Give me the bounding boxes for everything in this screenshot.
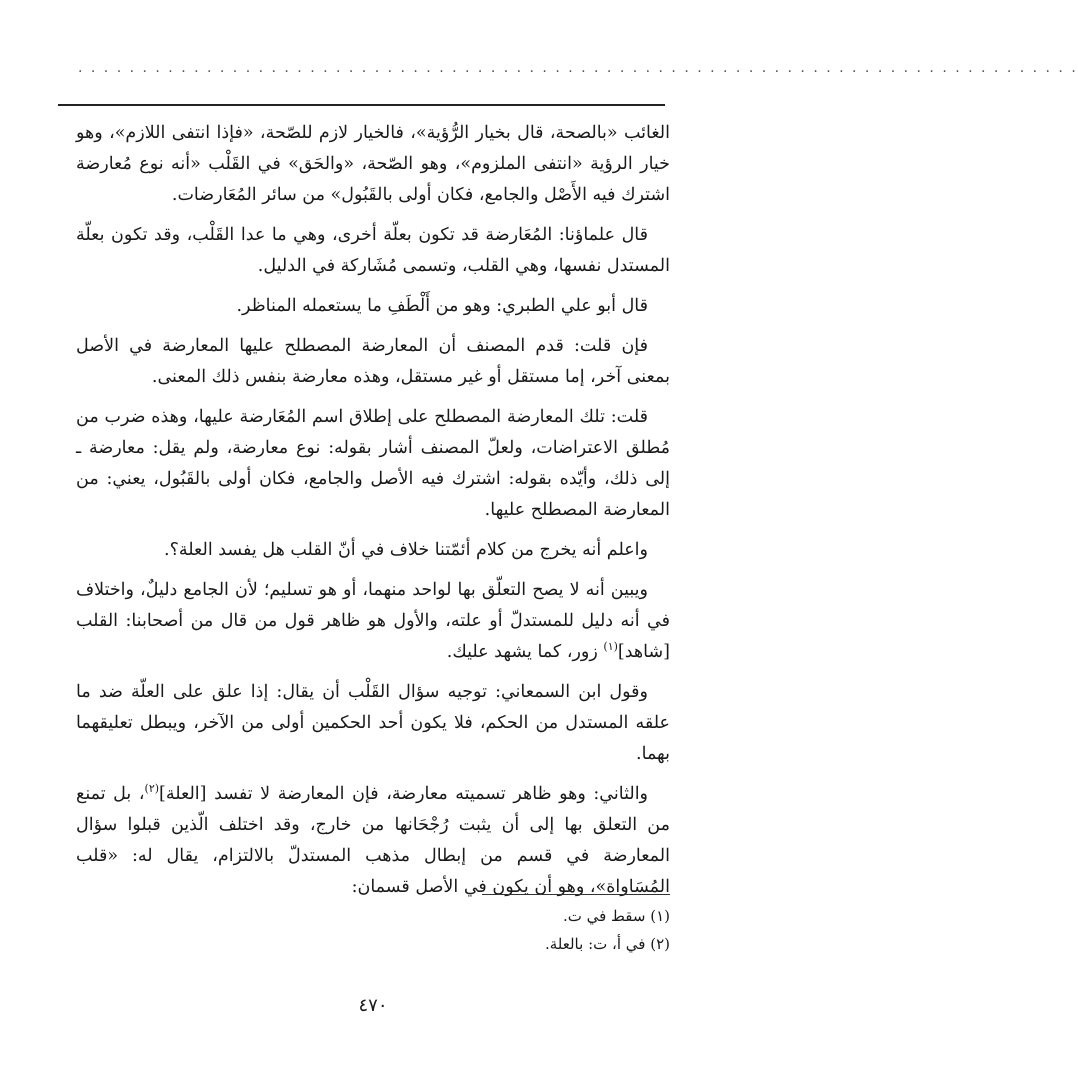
paragraph: واعلم أنه يخرج من كلام أئمّتنا خلاف في أنّ القلب هل يفسد العلة؟.: [164, 540, 648, 560]
page-number: ٤٧٠: [358, 995, 388, 1016]
footnote-rule: [482, 894, 670, 895]
main-text: [76, 118, 670, 912]
footnote-ref-1: (١): [603, 640, 618, 654]
paragraph: [76, 779, 670, 903]
paragraph: قال علماؤنا: المُعَارضة قد تكون بعلّة أخرى، وهي ما عدا القَلْب، وقد تكون بعلّة المستدل نفسها، وهي القلب، وتسمى مُشَاركة في الدليل.: [76, 225, 670, 276]
paragraph: الغائب «بالصحة، قال بخيار الرُّؤية»، فالخيار لازم للصّحة، «فإذا انتفى اللازم»، وهو خيار الرؤية «انتفى الملزوم»، وهو الصّحة، «والحَق» في القَلْب «أنه نوع مُعارضة اشترك فيه الأَصْل والجامع، فكان أولى بالقَبُول» من سائر المُعَارضات.: [76, 123, 670, 205]
footnote-ref-2: (٢): [144, 782, 160, 796]
footnotes: [76, 902, 670, 958]
paragraph: فإن قلت: قدم المصنف أن المعارضة المصطلح عليها المعارضة في الأصل بمعنى آخر، إما مستقل أو غير مستقل، وهذه معارضة بنفس ذلك المعنى.: [76, 336, 670, 387]
paragraph-text: والثاني: وهو ظاهر تسميته معارضة، فإن المعارضة لا تفسد [العلة]: [159, 784, 649, 804]
paragraph: وقول ابن السمعاني: توجيه سؤال القَلْب أن يقال: إذا علق على العلّة ضد ما علقه المستدل من الحكم، فلا يكون أحد الحكمين أولى من الآخر، ويبطل تعليقهما بهما.: [76, 682, 670, 764]
paragraph-text: ، بل تمنع من التعلق بها إلى أن يثبت رُجْحَانها من خارج، وقد اختلف الّذين قبلوا سؤال المعارضة في قسم من إبطال مذهب المستدلّ بالالتزام، يقال له: «قلب المُسَاواة»، وهو أن يكون في الأصل قسمان:: [76, 784, 670, 897]
header-rule: [58, 104, 665, 106]
running-header-dots: . . . . . . . . . . . . . . . . . . . . . . . . . . . . . . . . . . . . . . . . . . . . . . . . . . . . . . . . . . . . . . . . . . . . . . . . . . . . . .: [78, 60, 1078, 76]
footnote-2: (٢) في أ، ت: بالعلة.: [544, 935, 670, 953]
paragraph-text: ويبين أنه لا يصح التعلّق بها لواحد منهما، أو هو تسليم؛ لأن الجامع دليلٌ، واختلاف في أنه دليل للمستدلّ أو علته، والأول هو ظاهر قول من قال من أصحابنا: القلب [شاهد]: [76, 580, 670, 662]
paragraph-text: زور، كما يشهد عليك.: [446, 642, 604, 662]
paragraph: قلت: تلك المعارضة المصطلح على إطلاق اسم المُعَارضة عليها، وهذه ضرب من مُطلق الاعتراضات، ولعلّ المصنف أشار بقوله: نوع معارضة، ولم يقل: معارضة ـ إلى ذلك، وأيّده بقوله: اشترك فيه الأصل والجامع، فكان أولى بالقَبُول، يعني: من المعارضة المصطلح عليها.: [76, 407, 670, 520]
paragraph: [76, 575, 670, 668]
footnote-1: (١) سقط في ت.: [562, 907, 670, 925]
paragraph: قال أبو علي الطبري: وهو من أَلْطَفِ ما يستعمله المناظر.: [236, 296, 648, 316]
